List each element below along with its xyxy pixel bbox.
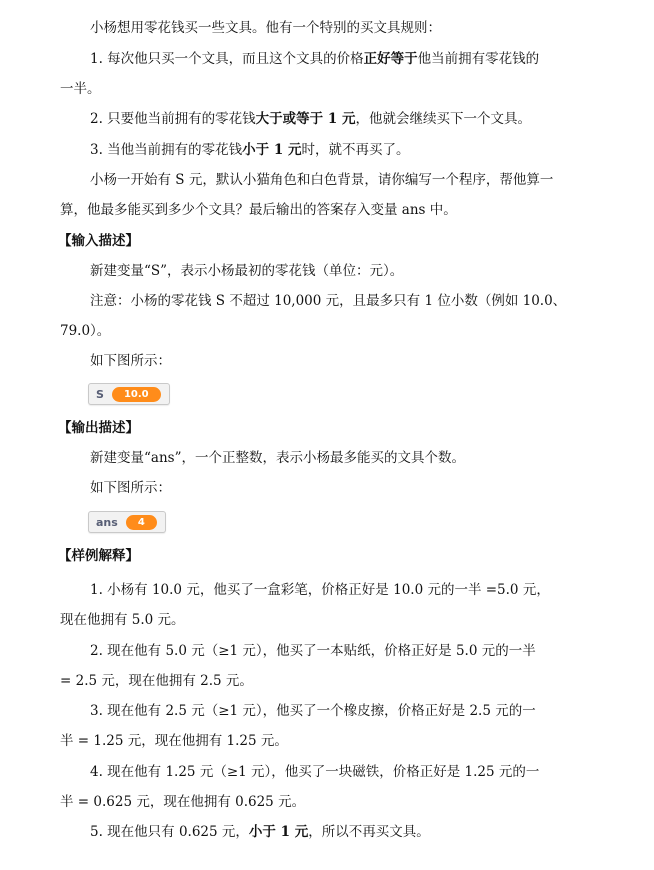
variable-value: 4	[126, 515, 157, 530]
variable-monitor-ans	[88, 511, 166, 533]
rule-2-text-end: ，他就会继续买下一个文具。	[355, 111, 531, 127]
example-step-3-cont: 半 = 1.25 元，现在他拥有 1.25 元。	[60, 733, 288, 749]
example-step-3: 3. 现在他有 2.5 元（≥1 元），他买了一个橡皮擦，价格正好是 2.5 元的一	[90, 703, 536, 719]
output-desc: 新建变量“ans”，一个正整数，表示小杨最多能买的文具个数。	[90, 450, 465, 466]
example-step-4: 4. 现在他有 1.25 元（≥1 元），他买了一块磁铁，价格正好是 1.25 元的一	[90, 764, 540, 780]
example-step-1: 1. 小杨有 10.0 元，他买了一盒彩笔，价格正好是 10.0 元的一半 =5.0 元，	[90, 582, 550, 598]
example-step-4-cont: 半 = 0.625 元，现在他拥有 0.625 元。	[60, 794, 306, 810]
rule-2	[90, 109, 650, 129]
rule-3-text-end: 时，就不再买了。	[301, 142, 410, 158]
input-heading: 【输入描述】	[58, 233, 139, 249]
rule-1-text-end: 他当前拥有零花钱的	[417, 51, 540, 67]
rule-2-emphasis: 大于或等于 1 元	[255, 111, 356, 127]
variable-value: 10.0	[112, 387, 161, 402]
rule-3-emphasis: 小于 1 元	[242, 142, 302, 158]
rule-3-text: 3. 当他当前拥有的零花钱	[90, 142, 243, 158]
example-step-5-emphasis: 小于 1 元	[248, 824, 309, 840]
example-step-5	[90, 822, 650, 842]
task-line-2: 算，他最多能买到多少个文具？最后输出的答案存入变量 ans 中。	[60, 202, 457, 218]
variable-monitor-s	[88, 383, 170, 405]
input-note-2: 79.0）。	[60, 323, 111, 339]
variable-name: S	[96, 387, 104, 401]
task-line-1: 小杨一开始有 S 元，默认小猫角色和白色背景，请你编写一个程序，帮他算一	[90, 172, 554, 188]
output-figure-caption: 如下图所示：	[90, 480, 171, 496]
input-figure-caption: 如下图所示：	[90, 353, 171, 369]
input-note-1: 注意：小杨的零花钱 S 不超过 10,000 元，且最多只有 1 位小数（例如 10.0、	[90, 293, 567, 309]
example-step-5-text-end: ，所以不再买文具。	[308, 824, 430, 840]
rule-3	[90, 140, 650, 160]
example-step-2-cont: = 2.5 元，现在他拥有 2.5 元。	[60, 673, 253, 689]
example-step-1-cont: 现在他拥有 5.0 元。	[60, 612, 185, 628]
rule-1-text: 1. 每次他只买一个文具，而且这个文具的价格	[90, 51, 364, 67]
input-desc: 新建变量“S”，表示小杨最初的零花钱（单位：元）。	[90, 263, 404, 279]
example-step-5-text: 5. 现在他只有 0.625 元，	[90, 824, 249, 840]
rule-1-cont: 一半。	[60, 81, 101, 97]
example-step-2: 2. 现在他有 5.0 元（≥1 元），他买了一本贴纸，价格正好是 5.0 元的一半	[90, 643, 536, 659]
rule-1-emphasis: 正好等于	[363, 51, 418, 67]
intro-line: 小杨想用零花钱买一些文具。他有一个特别的买文具规则：	[90, 20, 441, 36]
rule-1	[90, 49, 650, 69]
variable-name: ans	[96, 515, 118, 529]
example-heading: 【样例解释】	[58, 548, 139, 564]
output-heading: 【输出描述】	[58, 420, 139, 436]
rule-2-text: 2. 只要他当前拥有的零花钱	[90, 111, 256, 127]
